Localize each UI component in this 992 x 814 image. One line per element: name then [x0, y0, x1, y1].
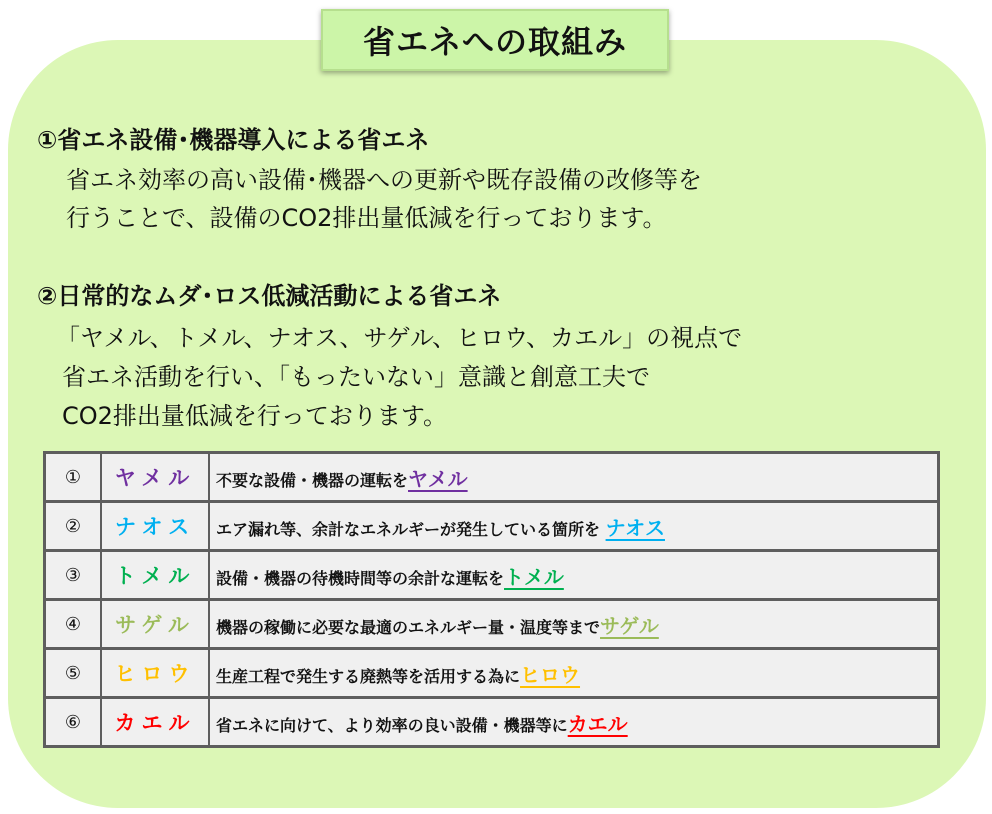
section1-heading: ①省エネ設備･機器導入による省エネ	[37, 126, 430, 154]
section2-line-2: 省エネ活動を行い、「もったいない」意識と創意工夫で	[62, 363, 650, 391]
row-keyword: ナオス	[101, 502, 209, 551]
row-keyword: ヒロウ	[101, 649, 209, 698]
row-number: ①	[45, 453, 102, 502]
row-description-cell	[209, 453, 939, 502]
row-description: エア漏れ等、余計なエネルギーが発生している箇所を	[216, 519, 606, 539]
section2-heading: ②日常的なムダ･ロス低減活動による省エネ	[37, 282, 502, 310]
section1-line-2: 行うことで、設備のCO2排出量低減を行っております。	[66, 204, 667, 232]
row-description: 省エネに向けて、より効率の良い設備・機器等に	[216, 715, 568, 735]
row-description-cell	[209, 698, 939, 747]
row-highlight: ヒロウ	[520, 662, 581, 687]
row-keyword: ヤメル	[101, 453, 209, 502]
row-keyword: トメル	[101, 551, 209, 600]
row-highlight: ヤメル	[408, 466, 468, 491]
section1-line-1: 省エネ効率の高い設備･機器への更新や既存設備の改修等を	[66, 166, 702, 194]
row-highlight: サゲル	[600, 613, 659, 638]
row-description: 生産工程で発生する廃熱等を活用する為に	[216, 666, 521, 686]
row-keyword: サゲル	[101, 600, 209, 649]
row-description-cell	[209, 600, 939, 649]
row-description: 機器の稼働に必要な最適のエネルギー量・温度等まで	[216, 617, 601, 637]
table-row	[45, 600, 939, 649]
table-row	[45, 698, 939, 747]
row-description: 不要な設備・機器の運転を	[216, 470, 409, 490]
row-description-cell	[209, 551, 939, 600]
row-number: ④	[45, 600, 102, 649]
row-number: ⑥	[45, 698, 102, 747]
row-number: ③	[45, 551, 102, 600]
row-description: 設備・機器の待機時間等の余計な運転を	[216, 568, 505, 588]
row-highlight: カエル	[567, 711, 628, 736]
title-box	[321, 9, 669, 71]
row-highlight: ナオス	[605, 515, 665, 540]
page-title: 省エネへの取組み	[362, 23, 627, 61]
row-highlight: トメル	[504, 564, 564, 589]
row-description-cell	[209, 649, 939, 698]
row-keyword: カエル	[101, 698, 209, 747]
table-row	[45, 551, 939, 600]
row-description-cell	[209, 502, 939, 551]
section2-line-1: 「ヤメル、トメル、ナオス、サゲル、ヒロウ、カエル」の視点で	[56, 324, 743, 352]
table-row	[45, 649, 939, 698]
row-number: ②	[45, 502, 102, 551]
action-table	[43, 451, 940, 748]
table-row	[45, 453, 939, 502]
table-row	[45, 502, 939, 551]
section2-line-3: CO2排出量低減を行っております。	[62, 402, 447, 430]
row-number: ⑤	[45, 649, 102, 698]
